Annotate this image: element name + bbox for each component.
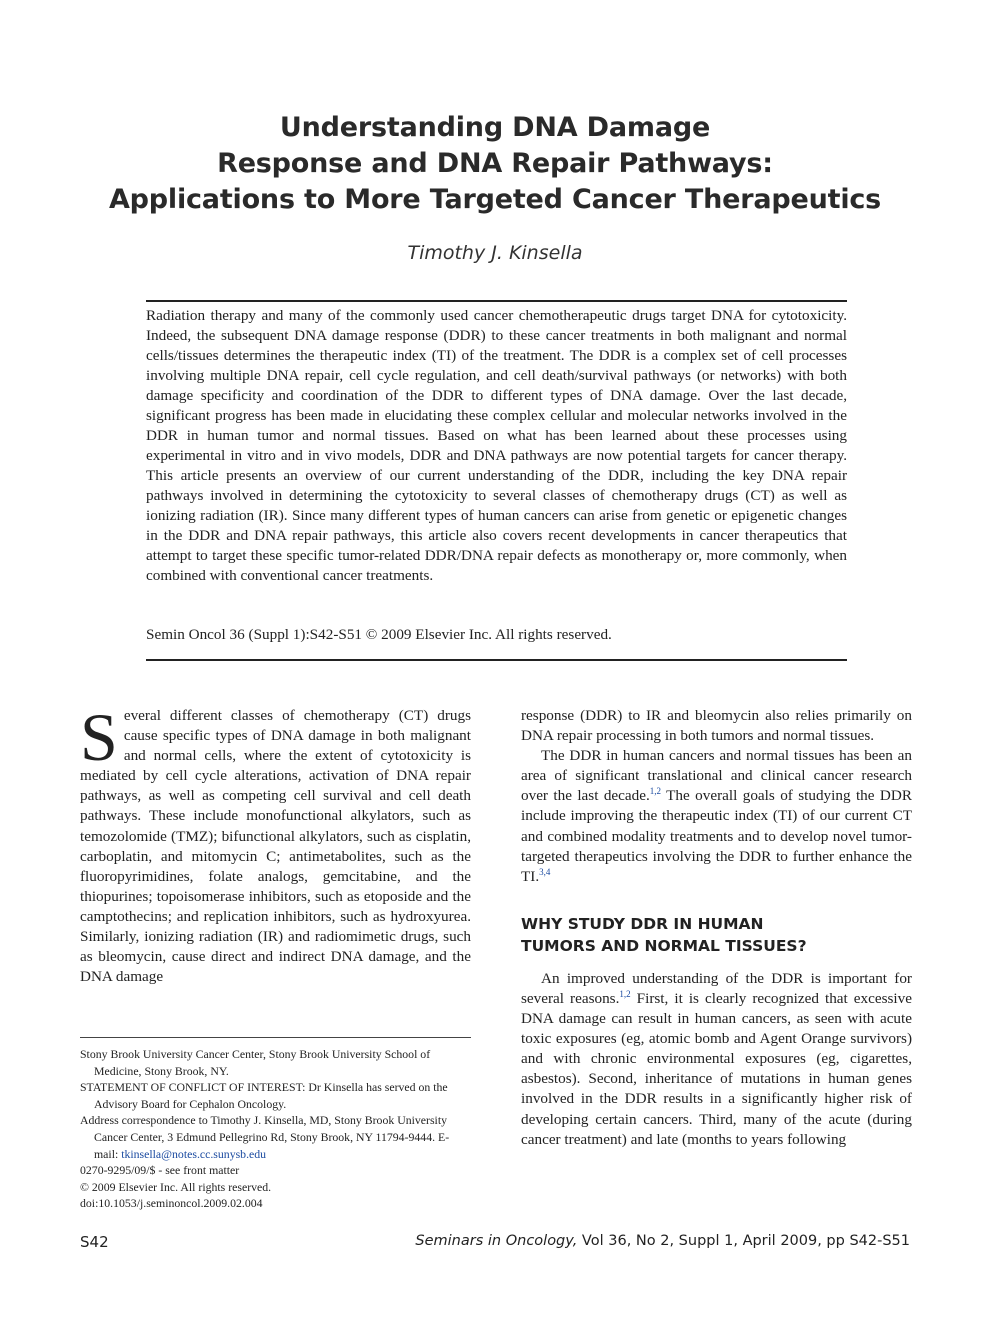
reference-link-1-2-b[interactable]: 1,2 bbox=[619, 988, 631, 999]
email-link[interactable]: tkinsella@notes.cc.sunysb.edu bbox=[121, 1146, 267, 1161]
footnote-conflict: STATEMENT OF CONFLICT OF INTEREST: Dr Kinsella has served on the Advisory Board for Cephalon Oncology. bbox=[80, 1080, 448, 1111]
footnote-doi[interactable]: doi:10.1053/j.seminoncol.2009.02.004 bbox=[80, 1196, 263, 1211]
section-heading-line-1: WHY STUDY DDR IN HUMAN bbox=[521, 914, 764, 933]
footnote-address-text: Address correspondence to Timothy J. Kinsella, MD, Stony Brook University Cancer Center, 3 Edmund Pellegrino Rd, Stony Brook, NY 11794-9444. E-mail: bbox=[80, 1113, 450, 1161]
ddr-paragraph-text-a: The DDR in human cancers and normal tissues has been an area of significant translational and clinical cancer research over the last decade. bbox=[521, 747, 912, 805]
journal-citation bbox=[415, 1233, 910, 1249]
footnote-affiliation: Stony Brook University Cancer Center, Stony Brook University School of Medicine, Stony Brook, NY. bbox=[80, 1047, 431, 1078]
abstract-bottom-rule bbox=[146, 659, 847, 661]
reference-link-3-4[interactable]: 3,4 bbox=[539, 866, 551, 877]
title-line-1: Understanding DNA Damage bbox=[279, 112, 711, 143]
continued-paragraph: response (DDR) to IR and bleomycin also relies primarily on DNA repair processing in both tumors and normal tissues. bbox=[521, 707, 912, 745]
article-title bbox=[100, 110, 890, 218]
footnote-address bbox=[80, 1112, 471, 1162]
page-number: S42 bbox=[80, 1233, 109, 1251]
ddr-paragraph bbox=[521, 746, 912, 887]
journal-name: Seminars in Oncology, bbox=[415, 1233, 578, 1249]
body-column-right bbox=[521, 706, 912, 1150]
author-name: Timothy J. Kinsella bbox=[407, 242, 583, 264]
footnotes bbox=[80, 1046, 471, 1212]
abstract-citation: Semin Oncol 36 (Suppl 1):S42-S51 © 2009 Elsevier Inc. All rights reserved. bbox=[146, 626, 612, 643]
footnote-rule bbox=[80, 1037, 471, 1038]
why-study-text-b: First, it is clearly recognized that excessive DNA damage can result in human cancers, as seen with acute toxic exposures (eg, atomic bomb and Agent Orange survivors) and with chronic environmental exposures (eg, cigarettes, asbestos). Second, inheritance of mutations in human genes involved in the DDR results in a significantly higher risk of developing certain cancers. Third, many of the acute (during cancer treatment) and late (months to years following bbox=[521, 989, 912, 1148]
drop-cap: S bbox=[80, 699, 118, 775]
title-line-2: Response and DNA Repair Pathways: bbox=[217, 148, 773, 179]
body-column-left bbox=[80, 699, 471, 987]
intro-paragraph-text: everal different classes of chemotherapy (CT) drugs cause specific types of DNA damage in both malignant and normal cells, where the extent of cytotoxicity is mediated by cell cycle alterations, activation of DNA repair pathways, as well as competing cell survival and cell death pathways. These include monofunctional alkylators, such as temozolomide (TMZ); bifunctional alkylators, such as cisplatin, carboplatin, and mitomycin C; antimetabolites, such as the fluoropyrimidines, folate analogs, gemcitabine, and the thiopurines; topoisomerase inhibitors, such as etoposide and the camptothecins; and replication inhibitors, such as hydroxyurea. Similarly, ionizing radiation (IR) and radiomimetic drugs, such as bleomycin, cause direct and indirect DNA damage, and the DNA damage bbox=[80, 707, 471, 986]
why-study-text-a: An improved understanding of the DDR is important for several reasons. bbox=[521, 969, 912, 1007]
abstract-text: Radiation therapy and many of the commonly used cancer chemotherapeutic drugs target DNA for cytotoxicity. Indeed, the subsequent DNA damage response (DDR) to these cancer treatments in both malignant and normal cells/tissues determines the therapeutic index (TI) of the treatment. The DDR is a complex set of cell processes involving multiple DNA repair, cell cycle regulation, and cell death/survival pathways (or networks) with both damage specificity and coordination of the DDR to different types of DNA damage. Over the last decade, significant progress has been made in elucidating these complex cellular and molecular networks involved in the DDR in human tumor and normal tissues. Based on what has been learned about these processes using experimental in vitro and in vivo models, DDR and DNA pathways are now potential targets for cancer therapy. This article presents an overview of our current understanding of the DDR, including the key DNA repair pathways involved in determining the cytotoxicity to several classes of chemotherapy drugs (CT) as well as ionizing radiation (IR). Since many different types of human cancers can arise from genetic or epigenetic changes in the DDR and DNA repair pathways, this article also covers recent developments in cancer therapeutics that attempt to target these specific tumor-related DDR/DNA repair defects as monotherapy or, more commonly, when combined with conventional cancer treatments. bbox=[146, 307, 847, 584]
abstract-top-rule bbox=[146, 300, 847, 302]
intro-paragraph bbox=[80, 699, 471, 987]
footnote-issn: 0270-9295/09/$ - see front matter bbox=[80, 1163, 240, 1178]
title-line-3: Applications to More Targeted Cancer Therapeutics bbox=[108, 184, 882, 215]
why-study-paragraph bbox=[521, 969, 912, 1150]
section-heading bbox=[521, 913, 912, 957]
footnote-copyright: © 2009 Elsevier Inc. All rights reserved. bbox=[80, 1179, 272, 1194]
journal-details: Vol 36, No 2, Suppl 1, April 2009, pp S42-S51 bbox=[577, 1233, 910, 1249]
ddr-paragraph-text-b: The overall goals of studying the DDR include improving the therapeutic index (TI) of our current CT and combined modality treatments and to develop novel tumor-targeted therapeutics involving the DDR to further enhance the TI. bbox=[521, 787, 912, 885]
reference-link-1-2[interactable]: 1,2 bbox=[649, 786, 662, 797]
section-heading-line-2: TUMORS AND NORMAL TISSUES? bbox=[521, 936, 807, 955]
